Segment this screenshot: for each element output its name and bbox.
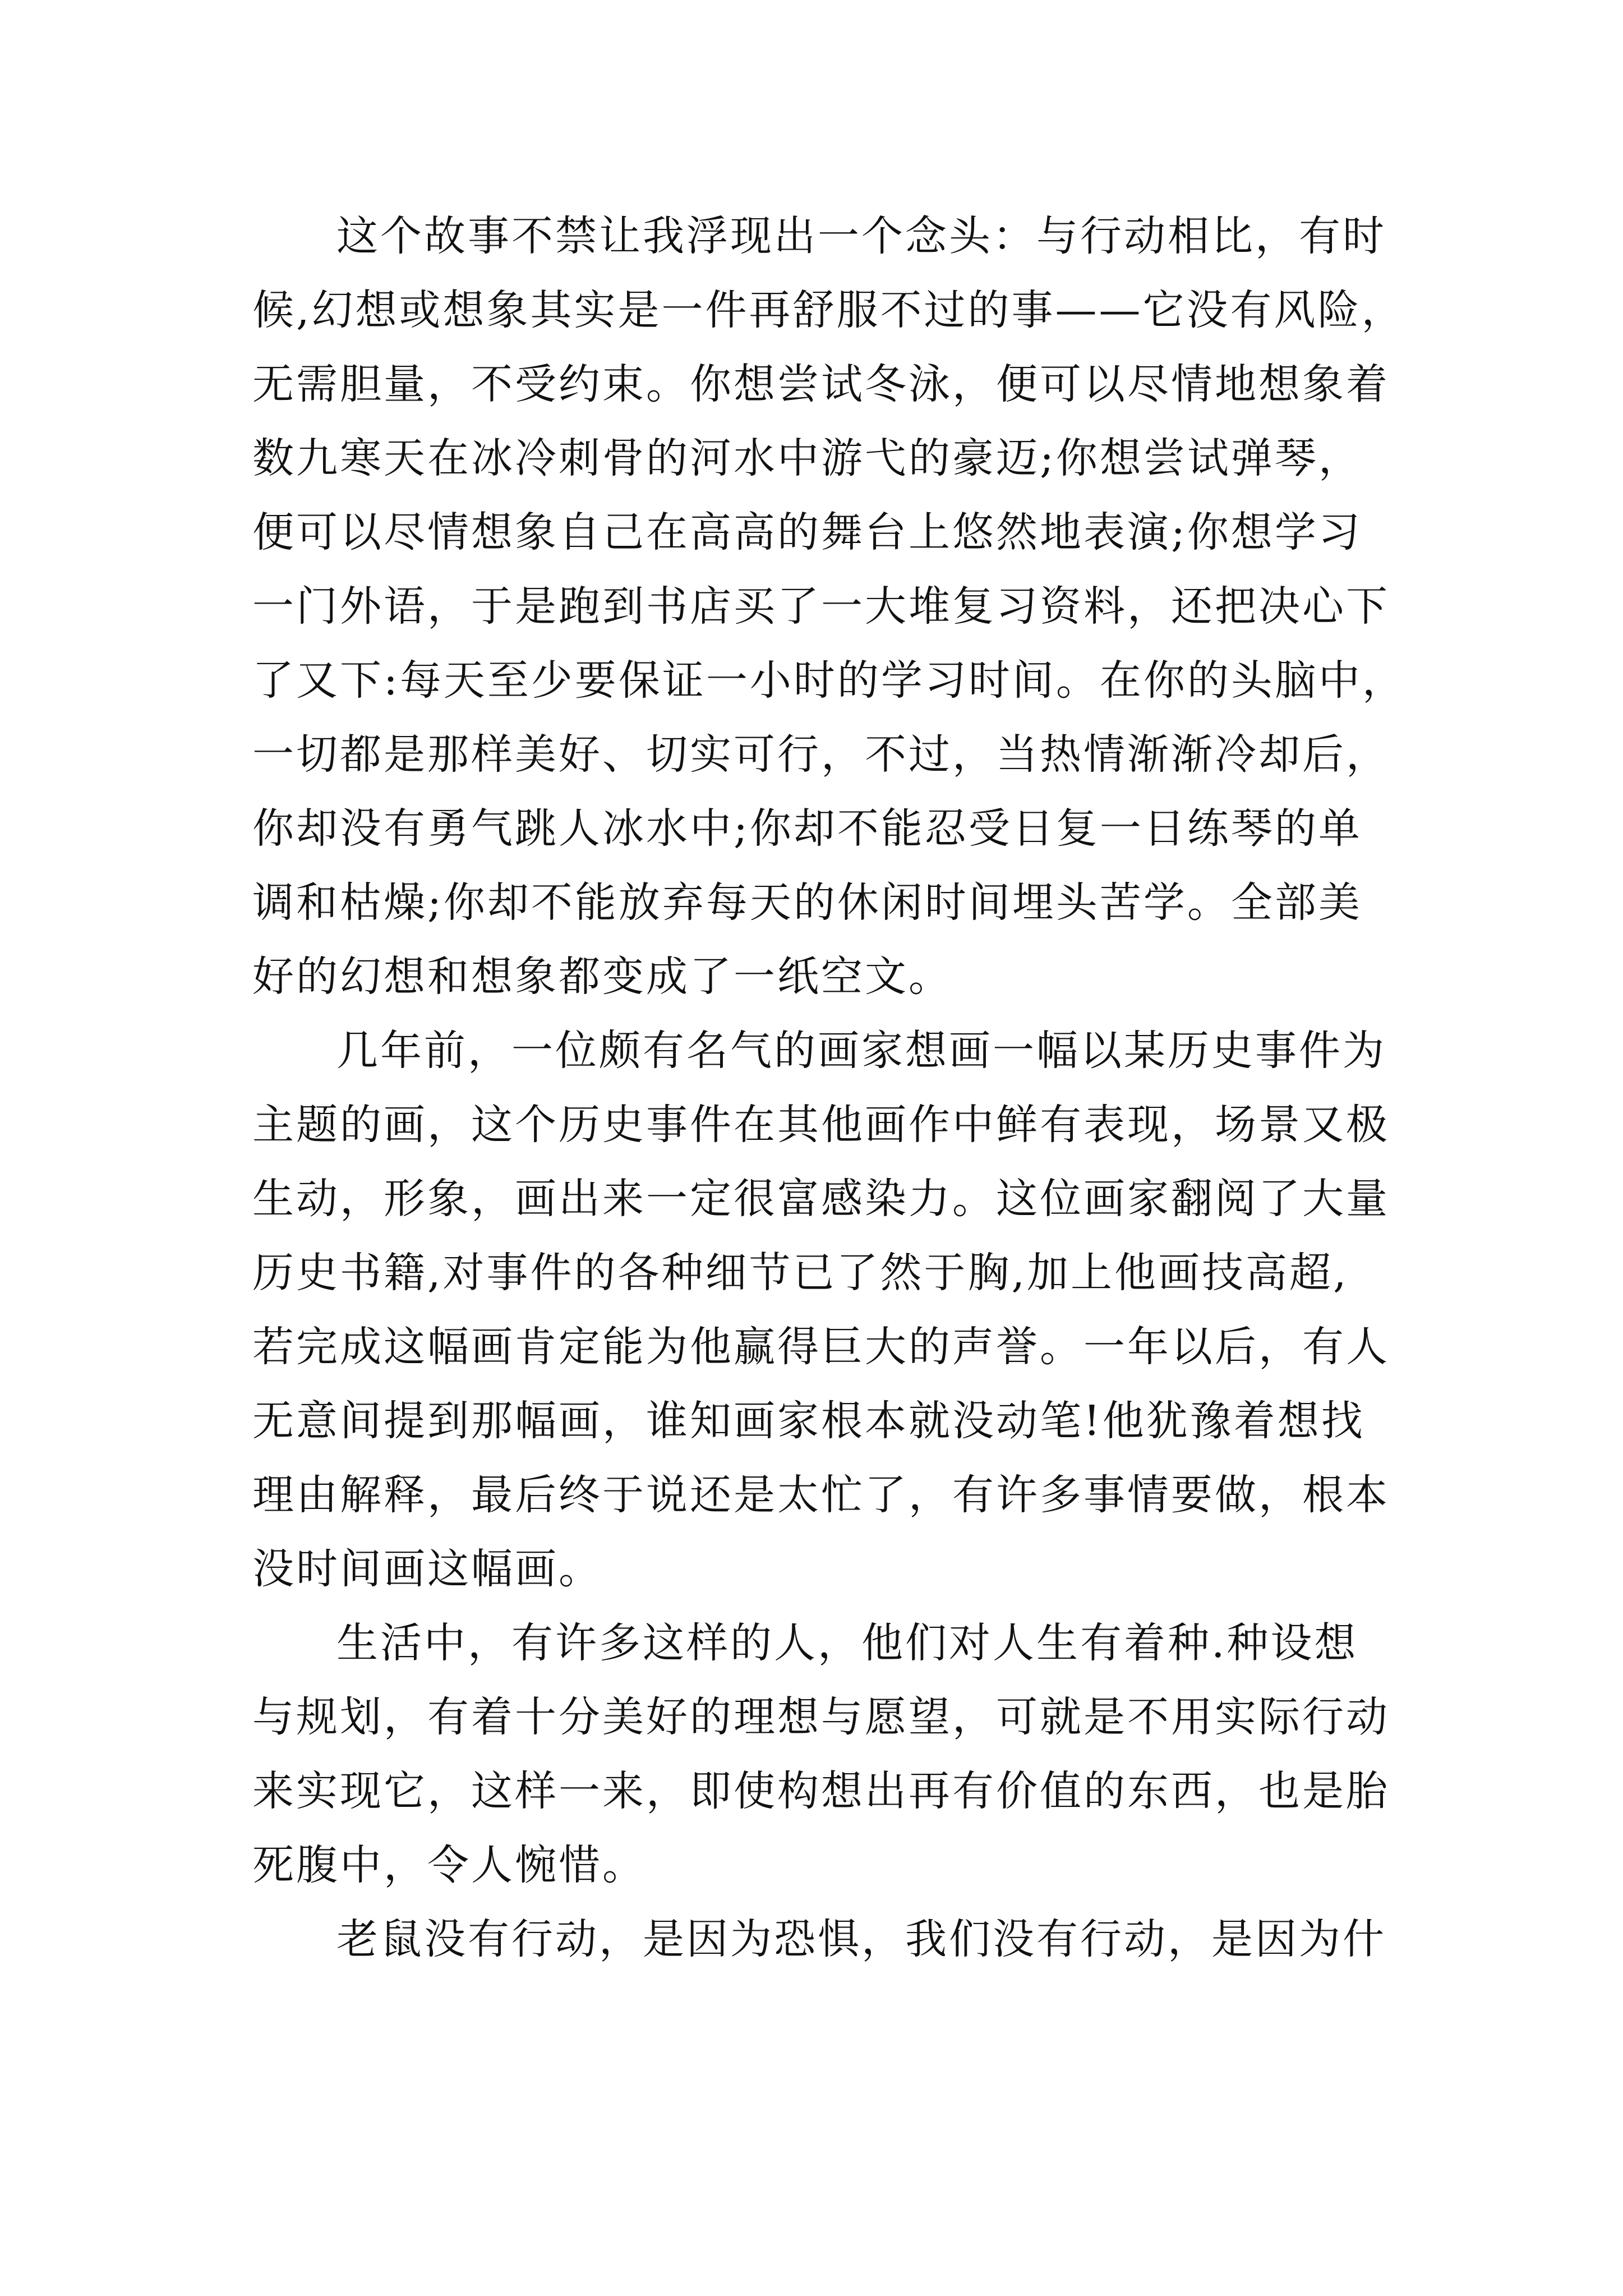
text-line: 没时间画这幅画。 <box>252 1545 602 1593</box>
text-line: 无意间提到那幅画，谁知画家根本就没动笔!他犹豫着想找 <box>252 1397 1365 1445</box>
text-line: 好的幻想和想象都变成了一纸空文。 <box>252 953 952 1001</box>
text-line: 这个故事不禁让我浮现出一个念头：与行动相比，有时 <box>336 212 1386 260</box>
text-line: 若完成这幅画肯定能为他赢得巨大的声誉。一年以后，有人 <box>252 1323 1390 1371</box>
text-line: 理由解释，最后终于说还是太忙了，有许多事情要做，根本 <box>252 1471 1390 1519</box>
paragraph-3 <box>252 1617 1430 1891</box>
text-line: 老鼠没有行动，是因为恐惧，我们没有行动，是因为什 <box>336 1915 1386 1963</box>
text-line: 历史书籍,对事件的各种细节已了然于胸,加上他画技高超, <box>252 1249 1349 1297</box>
text-line: 生活中，有许多这样的人，他们对人生有着种.种设想 <box>336 1619 1358 1667</box>
text-line: 调和枯燥;你却不能放弃每天的休闲时间埋头苦学。全部美 <box>252 878 1362 927</box>
text-line: 来实现它，这样一来，即使构想出再有价值的东西，也是胎 <box>252 1767 1390 1815</box>
text-line: 你却没有勇气跳人冰水中;你却不能忍受日复一日练琴的单 <box>252 804 1362 853</box>
text-line: 生动，形象，画出来一定很富感染力。这位画家翻阅了大量 <box>252 1175 1390 1223</box>
document-body <box>252 210 1430 1987</box>
text-line: 了又下:每天至少要保证一小时的学习时间。在你的头脑中， <box>252 656 1406 705</box>
paragraph-4 <box>252 1913 1430 1965</box>
text-line: 一切都是那样美好、切实可行，不过，当热情渐渐冷却后， <box>252 730 1390 779</box>
text-line: 数九寒天在冰冷刺骨的河水中游弋的豪迈;你想尝试弹琴， <box>252 434 1362 482</box>
text-line: 死腹中，令人惋惜。 <box>252 1841 646 1889</box>
text-line: 候,幻想或想象其实是一件再舒服不过的事——它没有风险， <box>252 286 1405 334</box>
paragraph-1 <box>252 210 1430 1002</box>
paragraph-2 <box>252 1025 1430 1595</box>
text-line: 与规划，有着十分美好的理想与愿望，可就是不用实际行动 <box>252 1693 1390 1741</box>
text-line: 便可以尽情想象自己在高高的舞台上悠然地表演;你想学习 <box>252 508 1362 556</box>
text-line: 一门外语，于是跑到书店买了一大堆复习资料，还把决心下 <box>252 582 1390 631</box>
text-line: 几年前，一位颇有名气的画家想画一幅以某历史事件为 <box>336 1027 1386 1075</box>
text-line: 无需胆量，不受约束。你想尝试冬泳，便可以尽情地想象着 <box>252 360 1390 408</box>
text-line: 主题的画，这个历史事件在其他画作中鲜有表现，场景又极 <box>252 1101 1390 1149</box>
